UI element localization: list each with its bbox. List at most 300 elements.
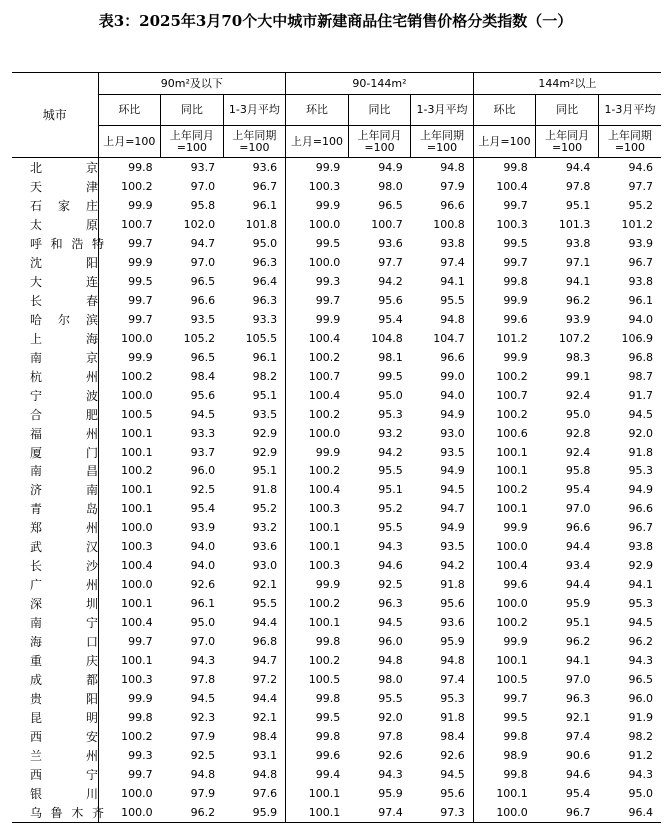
value-cell: 100.1 [98,594,161,613]
value-cell: 98.2 [252,369,278,383]
value-cell: 94.1 [628,578,653,592]
value-cell: 90.6 [565,749,591,763]
mom-header: 环比 [98,95,161,126]
value-cell: 97.9 [190,786,216,800]
value-cell: 94.1 [565,654,591,668]
yoy-header: 同比 [536,95,599,126]
value-cell: 94.3 [378,767,403,781]
value-cell: 94.2 [378,445,403,459]
value-cell: 94.3 [190,654,216,668]
value-cell: 99.8 [98,708,161,727]
value-cell: 100.2 [98,462,161,481]
value-cell: 96.5 [628,673,653,687]
value-cell: 94.2 [440,559,465,573]
value-cell: 100.3 [473,215,536,234]
value-cell: 99.7 [286,291,349,310]
value-cell: 99.5 [473,708,536,727]
value-cell: 97.0 [565,502,591,516]
mom-base-header: 上月=100 [98,126,161,158]
value-cell: 94.7 [440,502,465,516]
value-cell: 93.4 [565,559,591,573]
value-cell: 96.2 [161,803,224,822]
table-row [12,651,661,670]
value-cell: 99.9 [473,348,536,367]
group-header-medium: 90-144m² [286,73,474,95]
value-cell: 96.1 [628,293,653,307]
value-cell: 97.6 [252,786,278,800]
value-cell: 95.0 [190,616,216,630]
city-cell [12,424,98,443]
table-row [12,177,661,196]
value-cell: 94.5 [378,616,403,630]
value-cell: 99.7 [98,234,161,253]
value-cell: 93.8 [565,236,591,250]
value-cell: 95.3 [628,464,653,478]
value-cell: 95.0 [628,786,653,800]
value-cell: 97.1 [565,255,591,269]
value-cell: 100.1 [473,784,536,803]
value-cell: 92.6 [440,749,465,763]
value-cell: 95.0 [565,407,591,421]
value-cell: 92.8 [565,426,591,440]
value-cell: 96.3 [378,597,403,611]
value-cell: 94.0 [440,388,465,402]
city-cell [12,594,98,613]
value-cell: 95.6 [440,786,465,800]
value-cell: 94.0 [190,540,216,554]
value-cell: 93.9 [565,312,591,326]
city-name: 贵阳 [30,692,98,707]
city-cell [12,708,98,727]
value-cell: 92.3 [190,711,216,725]
value-cell: 95.3 [378,407,403,421]
value-cell: 100.0 [473,537,536,556]
value-cell: 100.4 [473,177,536,196]
value-cell: 100.0 [473,803,536,822]
value-cell: 99.9 [286,310,349,329]
value-cell: 96.6 [628,502,653,516]
value-cell: 100.6 [473,424,536,443]
value-cell: 94.8 [252,767,278,781]
value-cell: 99.0 [440,369,465,383]
value-cell: 94.6 [378,559,403,573]
city-name: 济南 [30,483,98,498]
city-cell [12,689,98,708]
value-cell: 99.9 [98,348,161,367]
city-cell [12,367,98,386]
q1-avg-base-header: 上年同期=100 [223,126,286,158]
city-name: 福州 [30,426,98,441]
value-cell: 94.5 [440,483,465,497]
value-cell: 95.8 [190,198,216,212]
table-row [12,272,661,291]
value-cell: 100.2 [473,480,536,499]
value-cell: 96.2 [565,635,591,649]
table-row [12,291,661,310]
city-cell [12,784,98,803]
table-row [12,348,661,367]
value-cell: 96.3 [252,255,278,269]
value-cell: 100.5 [98,405,161,424]
value-cell: 94.7 [252,654,278,668]
city-name: 天津 [30,179,98,194]
table-row [12,708,661,727]
value-cell: 97.4 [348,803,411,822]
mom-header: 环比 [473,95,536,126]
value-cell: 93.7 [190,445,216,459]
value-cell: 92.1 [565,711,591,725]
value-cell: 93.6 [252,160,278,174]
city-name: 南京 [30,350,98,365]
value-cell: 95.1 [565,616,591,630]
city-cell [12,405,98,424]
value-cell: 100.1 [473,651,536,670]
value-cell: 100.0 [98,784,161,803]
city-cell [12,575,98,594]
city-name: 石家庄 [30,198,98,213]
value-cell: 95.9 [440,635,465,649]
value-cell: 100.3 [98,670,161,689]
value-cell: 99.8 [286,689,349,708]
table-row [12,499,661,518]
value-cell: 105.5 [245,331,278,345]
value-cell: 100.3 [98,537,161,556]
value-cell: 92.4 [565,388,591,402]
value-cell: 100.1 [98,424,161,443]
value-cell: 93.5 [252,407,278,421]
city-name: 杭州 [30,369,98,384]
value-cell: 95.0 [378,388,403,402]
value-cell: 100.5 [473,670,536,689]
value-cell: 96.1 [252,350,278,364]
value-cell: 96.6 [440,350,465,364]
city-cell [12,746,98,765]
city-name: 成都 [30,673,98,688]
q1-avg-header: 1-3月平均 [223,95,286,126]
value-cell: 93.6 [252,540,278,554]
value-cell: 96.8 [252,635,278,649]
value-cell: 99.8 [473,765,536,784]
city-cell [12,670,98,689]
value-cell: 100.2 [98,367,161,386]
value-cell: 95.5 [378,464,403,478]
value-cell: 95.5 [378,692,403,706]
city-cell [12,253,98,272]
value-cell: 100.2 [286,405,349,424]
mom-header: 环比 [286,95,349,126]
value-cell: 99.9 [98,689,161,708]
value-cell: 100.3 [286,556,349,575]
value-cell: 95.5 [378,521,403,535]
value-cell: 100.1 [286,537,349,556]
table-row [12,253,661,272]
value-cell: 95.8 [565,464,591,478]
city-name: 青岛 [30,502,98,517]
value-cell: 104.8 [371,331,403,345]
table-row [12,480,661,499]
city-cell [12,234,104,253]
value-cell: 96.7 [252,179,278,193]
value-cell: 99.5 [473,234,536,253]
value-cell: 93.8 [440,236,465,250]
value-cell: 99.9 [286,196,349,215]
value-cell: 99.3 [286,272,349,291]
value-cell: 99.9 [473,291,536,310]
value-cell: 95.9 [378,786,403,800]
value-cell: 99.6 [473,310,536,329]
city-cell [12,651,98,670]
value-cell: 99.1 [565,369,591,383]
value-cell: 96.3 [565,692,591,706]
value-cell: 100.0 [286,215,349,234]
yoy-base-header: 上年同月=100 [161,126,224,158]
city-name: 西宁 [30,767,98,782]
value-cell: 94.5 [440,767,465,781]
value-cell: 99.8 [473,727,536,746]
city-cell [12,556,98,575]
mom-base-header: 上月=100 [286,126,349,158]
value-cell: 96.4 [598,803,661,822]
value-cell: 97.4 [565,730,591,744]
city-name: 呼和浩特 [30,236,104,251]
value-cell: 96.7 [628,255,653,269]
city-cell [12,518,98,537]
value-cell: 94.0 [628,312,653,326]
table-row [12,518,661,537]
city-cell [12,215,98,234]
value-cell: 92.1 [252,711,278,725]
city-name: 南宁 [30,616,98,631]
table-row [12,537,661,556]
value-cell: 93.6 [378,236,403,250]
value-cell: 96.1 [252,198,278,212]
value-cell: 99.9 [473,632,536,651]
value-cell: 91.7 [628,388,653,402]
value-cell: 99.7 [98,765,161,784]
value-cell: 100.3 [286,177,349,196]
value-cell: 100.1 [98,480,161,499]
value-cell: 92.9 [252,445,278,459]
table-row [12,310,661,329]
value-cell: 100.2 [286,462,349,481]
value-cell: 96.4 [252,274,278,288]
city-name: 重庆 [30,654,98,669]
value-cell: 100.7 [98,215,161,234]
value-cell: 100.1 [473,499,536,518]
yoy-base-header: 上年同月=100 [536,126,599,158]
value-cell: 100.1 [286,518,349,537]
value-cell: 95.6 [440,597,465,611]
yoy-base-header: 上年同月=100 [348,126,411,158]
value-cell: 95.1 [378,483,403,497]
value-cell: 98.4 [190,369,216,383]
value-cell: 96.1 [190,597,216,611]
value-cell: 97.0 [565,673,591,687]
city-name: 银川 [30,786,98,801]
value-cell: 100.7 [286,367,349,386]
value-cell: 93.8 [628,274,653,288]
value-cell: 99.8 [286,727,349,746]
value-cell: 93.3 [252,312,278,326]
table-row [12,727,661,746]
value-cell: 97.4 [440,255,465,269]
table-title: 表3：2025年3月70个大中城市新建商品住宅销售价格分类指数（一） [98,12,573,30]
value-cell: 93.5 [190,312,216,326]
table-row [12,765,661,784]
value-cell: 99.5 [98,272,161,291]
value-cell: 94.8 [440,312,465,326]
value-cell: 104.7 [433,331,465,345]
value-cell: 100.4 [98,556,161,575]
value-cell: 96.5 [378,198,403,212]
value-cell: 96.0 [628,692,653,706]
value-cell: 91.8 [440,578,465,592]
value-cell: 98.3 [565,350,591,364]
value-cell: 100.5 [286,670,349,689]
value-cell: 99.4 [286,765,349,784]
value-cell: 100.4 [473,556,536,575]
value-cell: 94.8 [190,767,216,781]
table-row [12,670,661,689]
table-row [12,575,661,594]
value-cell: 93.5 [440,445,465,459]
city-cell [12,480,98,499]
table-row [12,632,661,651]
value-cell: 96.7 [536,803,599,822]
value-cell: 99.8 [98,158,161,177]
city-cell [12,386,98,405]
value-cell: 99.5 [286,234,349,253]
table-row [12,613,661,632]
value-cell: 96.3 [252,293,278,307]
value-cell: 92.4 [565,445,591,459]
value-cell: 99.7 [473,689,536,708]
value-cell: 95.9 [223,803,286,822]
value-cell: 96.5 [190,274,216,288]
table-row [12,689,661,708]
value-cell: 95.0 [252,236,278,250]
city-name: 沈阳 [30,255,98,270]
value-cell: 97.2 [252,673,278,687]
value-cell: 99.9 [473,518,536,537]
mom-base-header: 上月=100 [473,126,536,158]
value-cell: 99.9 [286,443,349,462]
value-cell: 91.2 [628,749,653,763]
value-cell: 94.1 [440,274,465,288]
value-cell: 94.4 [252,692,278,706]
city-cell [12,632,98,651]
value-cell: 97.7 [378,255,403,269]
value-cell: 99.9 [98,253,161,272]
value-cell: 98.9 [473,746,536,765]
value-cell: 100.2 [473,367,536,386]
value-cell: 100.4 [286,329,349,348]
value-cell: 95.5 [440,293,465,307]
value-cell: 96.8 [628,350,653,364]
value-cell: 100.4 [98,613,161,632]
value-cell: 97.4 [440,673,465,687]
city-column-header: 城市 [12,73,98,158]
city-cell [12,499,98,518]
value-cell: 91.8 [440,711,465,725]
value-cell: 93.0 [252,559,278,573]
q1-avg-header: 1-3月平均 [598,95,661,126]
value-cell: 98.2 [628,730,653,744]
city-name: 长沙 [30,559,98,574]
table-row [12,386,661,405]
value-cell: 100.1 [286,613,349,632]
value-cell: 92.1 [252,578,278,592]
value-cell: 102.0 [183,217,216,231]
value-cell: 92.5 [190,749,216,763]
q1-avg-header: 1-3月平均 [411,95,474,126]
city-name: 大连 [30,274,98,289]
value-cell: 96.7 [628,521,653,535]
table-row [12,329,661,348]
value-cell: 100.2 [286,594,349,613]
value-cell: 99.7 [98,310,161,329]
value-cell: 99.5 [378,369,403,383]
value-cell: 92.0 [378,711,403,725]
value-cell: 93.5 [440,540,465,554]
value-cell: 97.0 [190,635,216,649]
value-cell: 94.6 [565,767,591,781]
value-cell: 94.2 [378,274,403,288]
value-cell: 97.3 [411,803,474,822]
table-row [12,196,661,215]
value-cell: 100.4 [286,480,349,499]
value-cell: 99.7 [473,196,536,215]
table-row [12,556,661,575]
city-cell [12,310,98,329]
value-cell: 95.4 [565,483,591,497]
city-name: 武汉 [30,540,98,555]
value-cell: 97.0 [190,255,216,269]
value-cell: 94.5 [628,407,653,421]
value-cell: 105.2 [183,331,216,345]
city-cell [12,765,98,784]
city-name: 长春 [30,293,98,308]
value-cell: 98.4 [440,730,465,744]
value-cell: 92.5 [190,483,216,497]
value-cell: 94.8 [440,160,465,174]
table-row [12,215,661,234]
value-cell: 100.1 [473,443,536,462]
sub-header-row [12,95,661,126]
city-name: 太原 [30,217,98,232]
city-cell [12,727,98,746]
value-cell: 94.4 [565,160,591,174]
value-cell: 93.7 [190,160,216,174]
value-cell: 99.3 [98,746,161,765]
city-name: 哈尔滨 [30,312,98,327]
value-cell: 94.0 [190,559,216,573]
value-cell: 100.2 [473,613,536,632]
city-name: 广州 [30,578,98,593]
value-cell: 97.0 [190,179,216,193]
value-cell: 95.4 [378,312,403,326]
value-cell: 100.0 [98,329,161,348]
value-cell: 94.3 [628,767,653,781]
value-cell: 91.9 [628,711,653,725]
city-cell [12,348,98,367]
value-cell: 99.6 [286,746,349,765]
value-cell: 93.0 [440,426,465,440]
value-cell: 99.8 [473,272,536,291]
value-cell: 95.2 [378,502,403,516]
city-cell [12,272,98,291]
city-name: 昆明 [30,711,98,726]
